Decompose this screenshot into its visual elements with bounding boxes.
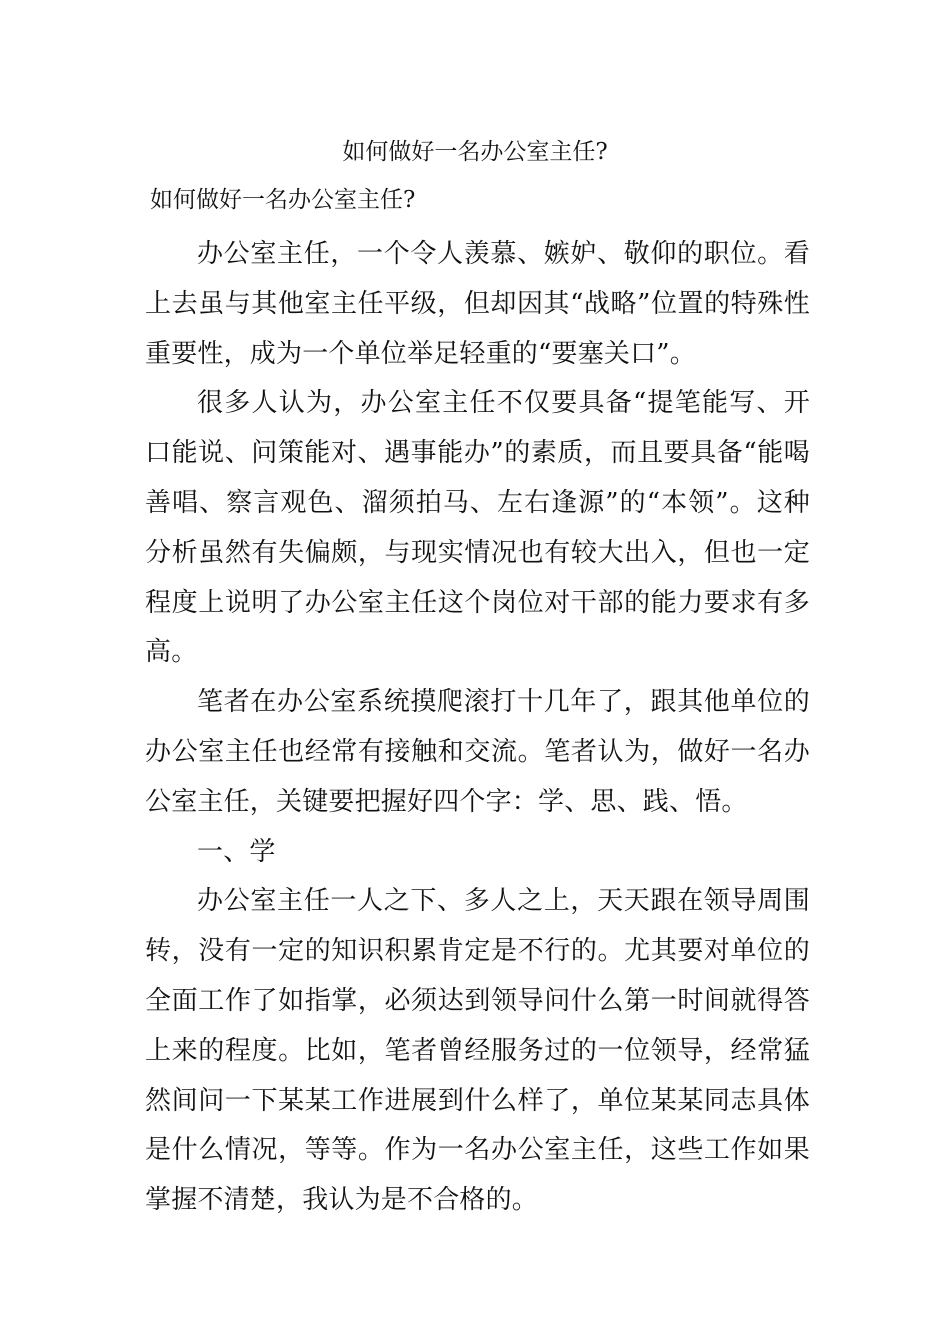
paragraph-study: 办公室主任一人之下、多人之上，天天跟在领导周围转，没有一定的知识积累肯定是不行的。尤其要对单位的全面工作了如指掌，必须达到领导问什么第一时间就得答上来的程度。比如，笔者曾经服务过的一位领导，经常猛然间问一下某某工作进展到什么样了，单位某某同志具体是什么情况，等等。作为一名办公室主任，这些工作如果掌握不清楚，我认为是不合格的。: [145, 886, 810, 1216]
document-subtitle: 如何做好一名办公室主任?: [150, 187, 416, 213]
section-heading-study: 一、学: [197, 836, 276, 867]
document-body: [145, 230, 810, 1226]
paragraph-author-view: 笔者在办公室系统摸爬滚打十几年了，跟其他单位的办公室主任也经常有接触和交流。笔者认为，做好一名办公室主任，关键要把握好四个字：学、思、践、悟。: [145, 687, 810, 817]
document-title: 如何做好一名办公室主任?: [342, 139, 608, 165]
paragraph-intro: 办公室主任，一个令人羡慕、嫉妒、敬仰的职位。看上去虽与其他室主任平级，但却因其“战略”位置的特殊性重要性，成为一个单位举足轻重的“要塞关口”。: [145, 239, 810, 369]
paragraph-requirements: 很多人认为，办公室主任不仅要具备“提笔能写、开口能说、问策能对、遇事能办”的素质，而且要具备“能喝善唱、察言观色、溜须拍马、左右逢源”的“本领”。这种分析虽然有失偏颇，与现实情况也有较大出入，但也一定程度上说明了办公室主任这个岗位对干部的能力要求有多高。: [145, 388, 810, 668]
